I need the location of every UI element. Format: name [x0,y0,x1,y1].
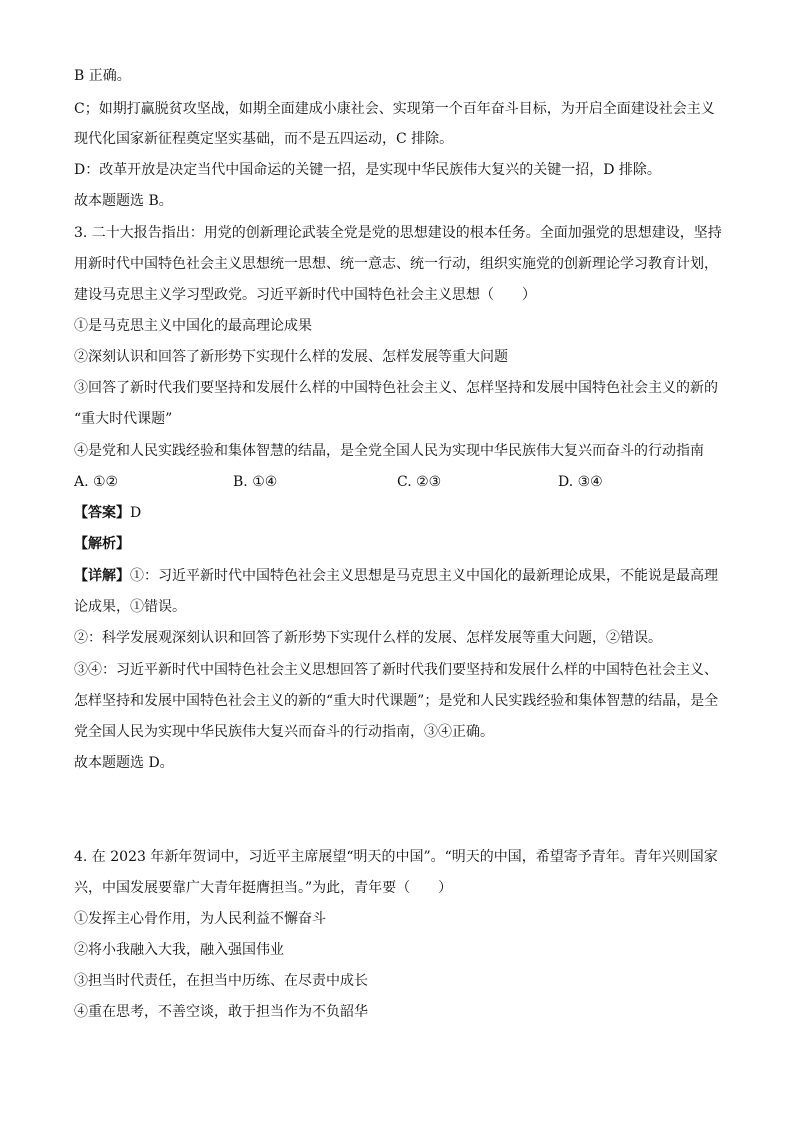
q3-detail-p3-line3: 党全国人民为实现中华民族伟大复兴而奋斗的行动指南，③④正确。 [74,724,494,740]
q3-item-3-line1: ③回答了新时代我们要坚持和发展什么样的中国特色社会主义、怎样坚持和发展中国特色社会主义的新的 [74,380,718,396]
q3-option-b: B. ①④ [233,474,278,490]
q3-item-4: ④是党和人民实践经验和集体智慧的结晶，是全党全国人民为实现中华民族伟大复兴而奋斗的行动指南 [74,443,704,459]
q3-detail-p1-line1: ①：习近平新时代中国特色社会主义思想是马克思主义中国化的最新理论成果，不能说是最高理 [130,568,718,584]
q3-stem-line3: 建设马克思主义学习型政党。习近平新时代中国特色社会主义思想（ ） [74,287,536,303]
answer-value: D [130,505,142,521]
q3-item-3-line2: “重大时代课题” [74,411,173,427]
q4-item-3: ③担当时代责任，在担当中历练、在尽责中成长 [74,973,368,989]
q3-detail-p3-line1: ③④：习近平新时代中国特色社会主义思想回答了新时代我们要坚持和发展什么样的中国特色社会主义、 [74,662,718,678]
explanation-c-line2: 现代化国家新征程奠定坚实基础，而不是五四运动，C 排除。 [74,131,454,147]
q3-option-c: C. ②③ [397,474,442,490]
detail-tag: 【详解】 [74,568,130,584]
q3-option-d: D. ③④ [558,474,603,490]
q3-detail-p1-line1-wrap [74,566,718,586]
q3-answer [74,503,141,523]
prev-conclusion: 故本题题选 B。 [74,193,173,209]
q4-item-2: ②将小我融入大我，融入强国伟业 [74,942,284,958]
q4-stem-line1: 4. 在 2023 年新年贺词中，习近平主席展望“明天的中国”。“明天的中国，希望寄予青年。青年兴则国家 [74,849,718,865]
q3-detail-p2: ②：科学发展观深刻认识和回答了新形势下实现什么样的发展、怎样发展等重大问题，②错误。 [74,630,662,646]
explanation-d: D：改革开放是决定当代中国命运的关键一招，是实现中华民族伟大复兴的关键一招，D 排除。 [74,162,661,178]
analysis-tag: 【解析】 [74,536,130,552]
answer-tag: 【答案】 [74,505,130,521]
q4-item-1: ①发挥主心骨作用，为人民利益不懈奋斗 [74,911,326,927]
q4-stem-line2: 兴，中国发展要靠广大青年挺膺担当。”为此，青年要（ ） [74,880,453,896]
q3-conclusion: 故本题题选 D。 [74,755,174,771]
q3-stem-line1: 3. 二十大报告指出：用党的创新理论武装全党是党的思想建设的根本任务。全面加强党的思想建设，坚持 [74,225,722,241]
q3-item-1: ①是马克思主义中国化的最高理论成果 [74,318,312,334]
q3-detail-p3-line2: 怎样坚持和发展中国特色社会主义的新的“重大时代课题”；是党和人民实践经验和集体智慧的结晶，是全 [74,693,719,709]
q3-stem-line2: 用新时代中国特色社会主义思想统一思想、统一意志、统一行动，组织实施党的创新理论学习教育计划， [74,256,718,272]
q4-item-4: ④重在思考，不善空谈，敢于担当作为不负韶华 [74,1004,368,1020]
q3-option-a: A. ①② [74,474,119,490]
q3-detail-p1-line2: 论成果，①错误。 [74,599,186,615]
explanation-c-line1: C；如期打赢脱贫攻坚战，如期全面建成小康社会、实现第一个百年奋斗目标，为开启全面建设社会主义 [74,101,715,117]
q3-item-2: ②深刻认识和回答了新形势下实现什么样的发展、怎样发展等重大问题 [74,349,508,365]
answer-b-correct: B 正确。 [74,68,131,84]
